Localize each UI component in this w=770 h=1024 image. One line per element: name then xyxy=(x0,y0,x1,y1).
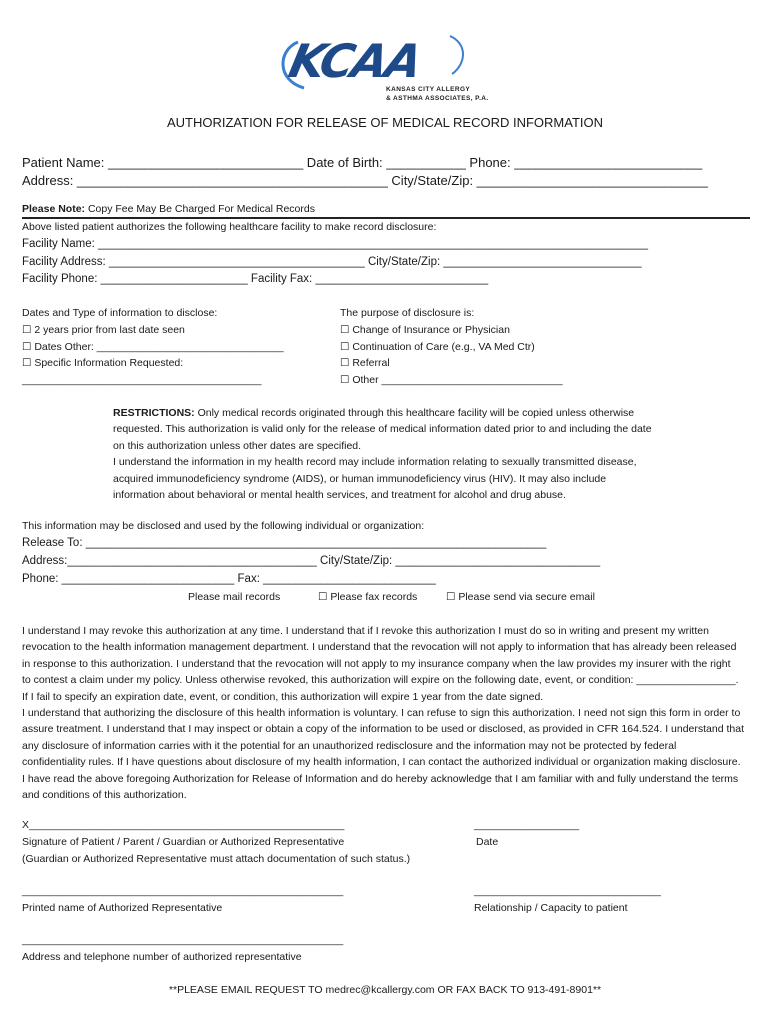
terms-line: confidentiality rules. If I have questions about disclosure of my health information, I can contact the authorized individual or organization making disclosure. xyxy=(22,756,741,769)
facility-address-line[interactable]: Facility Address: ________________________________________ City/State/Zip: _______________________________ xyxy=(22,256,642,268)
terms-line: If I fail to specify an expiration date, event, or condition, this authorization will expire 1 year from the date signed. xyxy=(22,690,544,703)
restrictions-line: acquired immunodeficiency syndrome (AIDS), or human immunodeficiency virus (HIV). It may also include xyxy=(113,472,607,485)
company-logo xyxy=(268,22,489,108)
terms-line: revocation to the health information management department. I understand that the revocation will not apply to information that has already been released xyxy=(22,641,737,654)
info-type-item[interactable]: ☐ 2 years prior from last date seen xyxy=(22,324,185,336)
signature-sublabel: (Guardian or Authorized Representative must attach documentation of such status.) xyxy=(22,853,411,865)
info-type-item[interactable]: _________________________________________ xyxy=(22,374,262,386)
relationship-line[interactable]: ________________________________ xyxy=(474,885,661,897)
restrictions-line: information about behavioral or mental health services, and treatment for alcohol and drug abuse. xyxy=(113,489,566,502)
fee-note xyxy=(22,203,315,215)
release-phone-fax-line[interactable]: Phone: ___________________________ Fax: ___________________________ xyxy=(22,573,436,585)
purpose-item[interactable]: ☐ Continuation of Care (e.g., VA Med Ctr) xyxy=(340,341,535,353)
terms-line-expiration[interactable]: to contest a claim under my policy. Unless otherwise revoked, this authorization will expire on the following date, event, or condition: _________________. xyxy=(22,674,739,687)
delivery-option-fax[interactable]: ☐ Please fax records xyxy=(318,591,418,603)
fee-note-label: Please Note: xyxy=(22,203,86,215)
restrictions-first-line xyxy=(113,405,652,421)
terms-line: in response to this authorization. I understand that the revocation will not apply to my insurance company when the law provides my insurer with the right xyxy=(22,657,731,670)
restrictions-line: requested. This authorization is valid only for the release of medical information dated prior to and including the date xyxy=(113,423,652,436)
release-address-line[interactable]: Address:_______________________________________ City/State/Zip: ________________________________ xyxy=(22,555,601,567)
terms-line: any disclosure of information carries with it the potential for an unauthorized redisclosure and the information may not be protected by federal xyxy=(22,739,677,752)
date-line[interactable]: __________________ xyxy=(474,819,580,831)
printed-name-line[interactable]: _______________________________________________________ xyxy=(22,885,344,897)
facility-phone-fax-line[interactable]: Facility Phone: _______________________ Facility Fax: ___________________________ xyxy=(22,273,489,285)
purpose-item[interactable]: ☐ Other _______________________________ xyxy=(340,374,563,386)
terms-line: and conditions of this authorization. xyxy=(22,789,187,802)
restrictions-line: on this authorization unless other dates are specified. xyxy=(113,439,362,452)
facility-intro: Above listed patient authorizes the following healthcare facility to make record disclosure: xyxy=(22,221,437,233)
fee-note-text: Copy Fee May Be Charged For Medical Records xyxy=(85,203,315,215)
signature-line[interactable]: X______________________________________________________ xyxy=(22,819,345,831)
restrictions-label: RESTRICTIONS: xyxy=(113,407,195,419)
section-divider xyxy=(22,217,750,219)
rep-address-line[interactable]: _______________________________________________________ xyxy=(22,934,344,946)
delivery-option-mail[interactable]: Please mail records xyxy=(188,591,281,603)
logo-line-2: & ASTHMA ASSOCIATES, P.A. xyxy=(386,95,489,102)
restrictions-block xyxy=(113,405,652,503)
rep-address-label: Address and telephone number of authorized representative xyxy=(22,951,302,963)
logo-mark: KCAA xyxy=(284,34,426,88)
footer-contact: **PLEASE EMAIL REQUEST TO medrec@kcallergy.com OR FAX BACK TO 913-491-8901** xyxy=(168,984,602,996)
patient-name-dob-phone-line[interactable]: Patient Name: ___________________________ Date of Birth: ___________ Phone: __________________________ xyxy=(22,155,703,170)
logo-line-1: KANSAS CITY ALLERGY xyxy=(386,86,471,93)
form-title: AUTHORIZATION FOR RELEASE OF MEDICAL RECORD INFORMATION xyxy=(166,115,603,130)
release-intro: This information may be disclosed and used by the following individual or organization: xyxy=(22,520,425,532)
terms-line: I have read the above foregoing Authorization for Release of Information and do hereby acknowledge that I am familiar with and fully understand the terms xyxy=(22,772,739,785)
terms-line: assure treatment. I understand that I may inspect or obtain a copy of the information to be used or disclosed, as provided in CFR 164.524. I understand that xyxy=(22,723,744,736)
restrictions-text: Only medical records originated through this healthcare facility will be copied unless otherwise xyxy=(194,407,635,419)
release-to-line[interactable]: Release To: ________________________________________________________________________ xyxy=(22,537,547,549)
signature-label: Signature of Patient / Parent / Guardian or Authorized Representative xyxy=(22,836,345,848)
info-type-item[interactable]: ☐ Dates Other: ________________________________ xyxy=(22,341,284,353)
relationship-label: Relationship / Capacity to patient xyxy=(474,902,628,914)
date-label: Date xyxy=(476,836,499,848)
facility-name-line[interactable]: Facility Name: ______________________________________________________________________________________ xyxy=(22,238,649,250)
printed-name-label: Printed name of Authorized Representative xyxy=(22,902,223,914)
purpose-item[interactable]: ☐ Change of Insurance or Physician xyxy=(340,324,510,336)
terms-block xyxy=(22,623,744,803)
purpose-heading: The purpose of disclosure is: xyxy=(340,307,475,319)
restrictions-line: I understand the information in my health record may include information relating to sexually transmitted disease, xyxy=(113,456,637,469)
purpose-item[interactable]: ☐ Referral xyxy=(340,357,390,369)
info-type-item[interactable]: ☐ Specific Information Requested: xyxy=(22,357,184,369)
delivery-option-email[interactable]: ☐ Please send via secure email xyxy=(446,591,595,603)
terms-line: I understand I may revoke this authorization at any time. I understand that if I revoke this authorization I must do so in writing and present my written xyxy=(22,625,709,637)
patient-address-line[interactable]: Address: ___________________________________________ City/State/Zip: ________________________________ xyxy=(22,173,709,188)
info-types-heading: Dates and Type of information to disclose: xyxy=(22,307,218,319)
terms-line: I understand that authorizing the disclosure of this health information is voluntary. I can refuse to sign this authorization. I need not sign this form in order to xyxy=(22,707,741,720)
